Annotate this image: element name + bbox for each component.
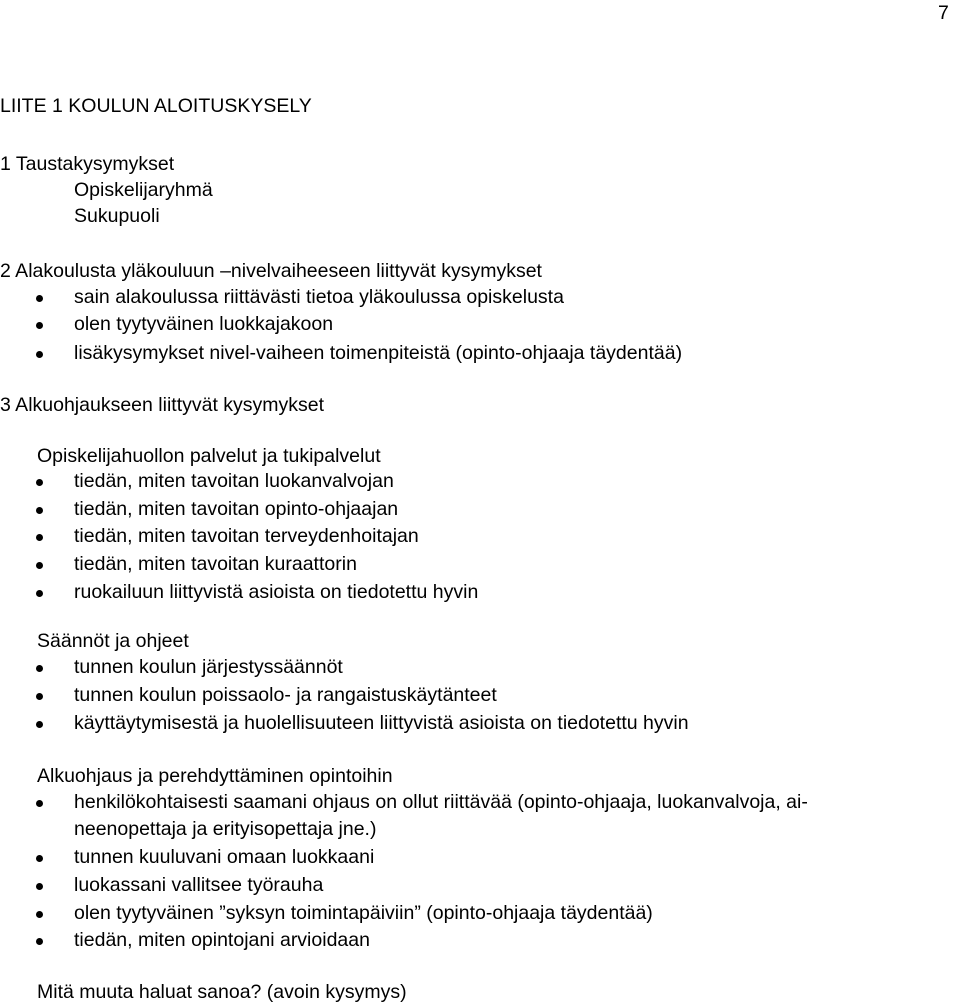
- bullet-icon: [36, 295, 43, 302]
- list-item: tiedän, miten tavoitan opinto-ohjaajan: [74, 498, 399, 520]
- list-item: olen tyytyväinen ”syksyn toimintapäiviin” (opinto-ohjaaja täydentää): [74, 902, 653, 924]
- list-item: lisäkysymykset nivel-vaiheen toimenpiteistä (opinto-ohjaaja täydentää): [74, 342, 683, 364]
- bullet-icon: [36, 322, 43, 329]
- list-item-continuation: neenopettaja ja erityisopettaja jne.): [74, 818, 377, 840]
- list-item: sain alakoulussa riittävästi tietoa yläkoulussa opiskelusta: [74, 286, 564, 308]
- list-item: tiedän, miten tavoitan terveydenhoitajan: [74, 525, 419, 547]
- list-item: ruokailuun liittyvistä asioista on tiedotettu hyvin: [74, 581, 479, 603]
- bullet-icon: [36, 721, 43, 728]
- bullet-icon: [36, 693, 43, 700]
- bullet-icon: [36, 938, 43, 945]
- section-1-heading: 1 Taustakysymykset: [0, 153, 175, 175]
- bullet-icon: [36, 562, 43, 569]
- bullet-icon: [36, 507, 43, 514]
- list-item: tiedän, miten opintojani arvioidaan: [74, 929, 370, 951]
- list-item: henkilökohtaisesti saamani ohjaus on ollut riittävää (opinto-ohjaaja, luokanvalvoja, ai-: [74, 791, 808, 813]
- list-item: tunnen koulun järjestyssäännöt: [74, 656, 343, 678]
- section-2-heading: 2 Alakoulusta yläkouluun –nivelvaiheeseen liittyvät kysymykset: [0, 260, 542, 282]
- bullet-icon: [36, 479, 43, 486]
- list-item: tiedän, miten tavoitan kuraattorin: [74, 553, 357, 575]
- list-item: luokassani vallitsee työrauha: [74, 874, 324, 896]
- bullet-icon: [36, 855, 43, 862]
- bullet-icon: [36, 883, 43, 890]
- closing-question: Mitä muuta haluat sanoa? (avoin kysymys): [37, 981, 407, 1003]
- bullet-icon: [36, 665, 43, 672]
- group-heading: Säännöt ja ohjeet: [37, 630, 189, 652]
- section-1-item: Opiskelijaryhmä: [74, 179, 213, 201]
- bullet-icon: [36, 590, 43, 597]
- bullet-icon: [36, 351, 43, 358]
- list-item: tunnen kuuluvani omaan luokkaani: [74, 846, 375, 868]
- group-heading: Opiskelijahuollon palvelut ja tukipalvelut: [37, 445, 381, 467]
- group-heading: Alkuohjaus ja perehdyttäminen opintoihin: [37, 765, 393, 787]
- section-1-item: Sukupuoli: [74, 205, 160, 227]
- list-item: käyttäytymisestä ja huolellisuuteen liittyvistä asioista on tiedotettu hyvin: [74, 712, 689, 734]
- bullet-icon: [36, 800, 43, 807]
- bullet-icon: [36, 534, 43, 541]
- list-item: tunnen koulun poissaolo- ja rangaistuskäytänteet: [74, 684, 497, 706]
- document-title: LIITE 1 KOULUN ALOITUSKYSELY: [0, 95, 312, 117]
- list-item: tiedän, miten tavoitan luokanvalvojan: [74, 470, 394, 492]
- list-item: olen tyytyväinen luokkajakoon: [74, 313, 334, 335]
- bullet-icon: [36, 911, 43, 918]
- section-3-heading: 3 Alkuohjaukseen liittyvät kysymykset: [0, 394, 325, 416]
- page-number: 7: [938, 2, 949, 24]
